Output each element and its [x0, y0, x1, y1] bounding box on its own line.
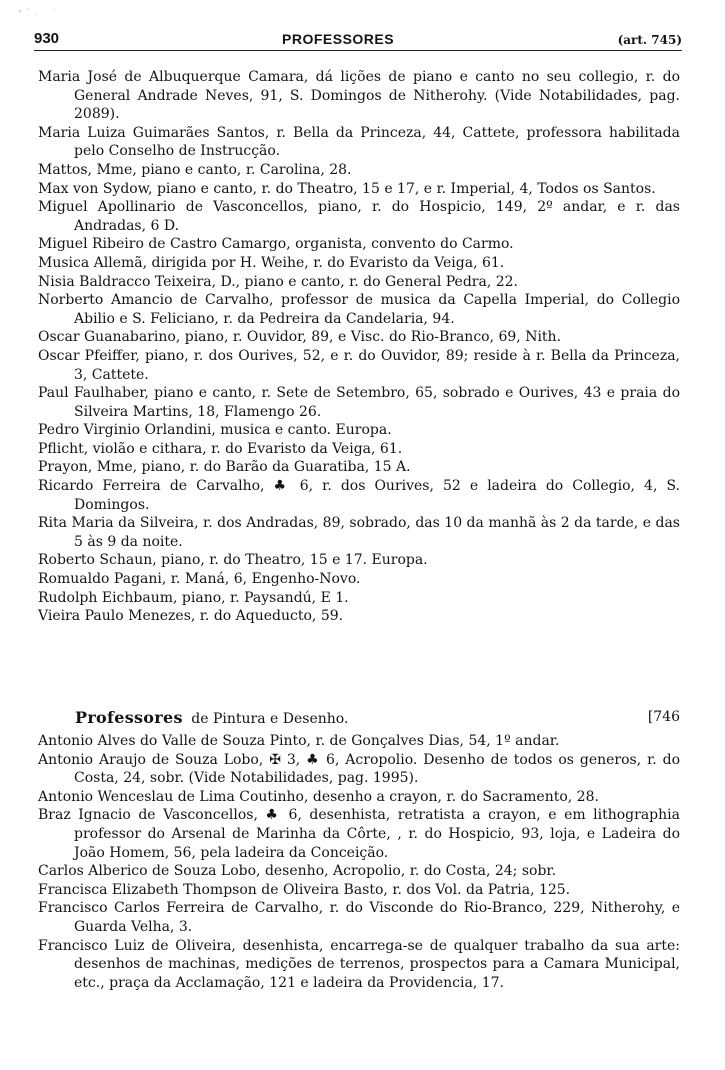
list-item: Francisco Carlos Ferreira de Carvalho, r. do Visconde do Rio-Branco, 229, Nitherohy, e Guarda Velha, 3. — [38, 900, 680, 935]
paper-stain-mark — [14, 6, 74, 20]
drawing-teachers-list — [38, 732, 680, 992]
list-item: Braz Ignacio de Vasconcellos, ♣ 6, desenhista, retratista a crayon, e em lithographia professor do Arsenal de Marinha da Côrte, , r. do Hospicio, 93, loja, e Ladeira do João Homem, 56, pela ladeira da Conceição. — [38, 807, 680, 861]
list-item: Ricardo Ferreira de Carvalho, ♣ 6, r. dos Ourives, 52 e ladeira do Collegio, 4, S. Domingos. — [38, 478, 680, 513]
list-item: Pflicht, violão e cithara, r. do Evaristo da Veiga, 61. — [38, 440, 403, 457]
section-number: [746 — [647, 709, 680, 725]
page-header — [34, 28, 682, 54]
list-item: Max von Sydow, piano e canto, r. do Theatro, 15 e 17, e r. Imperial, 4, Todos os Santos. — [38, 180, 656, 197]
list-item: Rita Maria da Silveira, r. dos Andradas, 89, sobrado, das 10 da manhã às 2 da tarde, e das 5 às 9 da noite. — [38, 515, 680, 550]
running-title: PROFESSORES — [282, 31, 395, 47]
list-item: Rudolph Eichbaum, piano, r. Paysandú, E 1. — [38, 589, 349, 606]
list-item: Miguel Ribeiro de Castro Camargo, organista, convento do Carmo. — [38, 236, 514, 253]
list-item: Maria José de Albuquerque Camara, dá lições de piano e canto no seu collegio, r. do General Andrade Neves, 91, S. Domingos de Nitherohy. (Vide Notabilidades, pag. 2089). — [38, 69, 680, 123]
list-item: Romualdo Pagani, r. Maná, 6, Engenho-Novo. — [38, 571, 361, 588]
section-title: Professores — [75, 708, 183, 727]
piano-teachers-list — [38, 68, 680, 626]
header-rule — [34, 50, 682, 51]
list-item: Oscar Pfeiffer, piano, r. dos Ourives, 52, e r. do Ouvidor, 89; reside à r. Bella da Princeza, 3, Cattete. — [38, 347, 680, 383]
section-heading — [75, 708, 680, 730]
list-item: Nisia Baldracco Teixeira, D., piano e canto, r. do General Pedra, 22. — [38, 273, 518, 290]
list-item: Mattos, Mme, piano e canto, r. Carolina, 28. — [38, 161, 352, 178]
page-number: 930 — [34, 30, 60, 47]
list-item: Roberto Schaun, piano, r. do Theatro, 15 e 17. Europa. — [38, 552, 428, 569]
list-item: Antonio Araujo de Souza Lobo, ✠ 3, ♣ 6, Acropolio. Desenho de todos os generos, r. do Costa, 24, sobr. (Vide Notabilidades, pag. 1995). — [38, 751, 680, 787]
list-item: Carlos Alberico de Souza Lobo, desenho, Acropolio, r. do Costa, 24; sobr. — [38, 863, 557, 880]
list-item: Antonio Wenceslau de Lima Coutinho, desenho a crayon, r. do Sacramento, 28. — [38, 788, 599, 805]
list-item: Prayon, Mme, piano, r. do Barão da Guaratiba, 15 A. — [38, 459, 411, 476]
list-item: Oscar Guanabarino, piano, r. Ouvidor, 89, e Visc. do Rio-Branco, 69, Nith. — [38, 329, 562, 346]
list-item: Paul Faulhaber, piano e canto, r. Sete de Setembro, 65, sobrado e Ourives, 43 e praia do Silveira Martins, 18, Flamengo 26. — [38, 385, 680, 420]
article-reference: (art. 745) — [617, 33, 682, 47]
list-item: Pedro Virginio Orlandini, musica e canto. Europa. — [38, 422, 392, 439]
list-item: Musica Allemã, dirigida por H. Weihe, r. do Evaristo da Veiga, 61. — [38, 254, 505, 271]
list-item: Francisca Elizabeth Thompson de Oliveira Basto, r. dos Vol. da Patria, 125. — [38, 881, 571, 898]
list-item: Antonio Alves do Valle de Souza Pinto, r. de Gonçalves Dias, 54, 1º andar. — [38, 733, 560, 749]
list-item: Vieira Paulo Menezes, r. do Aqueducto, 59. — [38, 608, 344, 625]
list-item: Miguel Apollinario de Vasconcellos, piano, r. do Hospicio, 149, 2º andar, e r. das Andradas, 6 D. — [38, 199, 680, 234]
list-item: Maria Luiza Guimarães Santos, r. Bella da Princeza, 44, Cattete, professora habilitada pelo Conselho de Instrucção. — [38, 124, 680, 160]
list-item: Francisco Luiz de Oliveira, desenhista, encarrega-se de qualquer trabalho da sua arte: desenhos de machinas, medições de terrenos, prospectos para a Camara Municipal, etc., praça da Acclamação, 121 e ladeira da Providencia, 17. — [38, 937, 680, 991]
list-item: Norberto Amancio de Carvalho, professor de musica da Capella Imperial, do Collegio Abilio e S. Feliciano, r. da Pedreira da Candelaria, 94. — [38, 292, 680, 327]
section-subtitle: de Pintura e Desenho. — [191, 711, 349, 727]
